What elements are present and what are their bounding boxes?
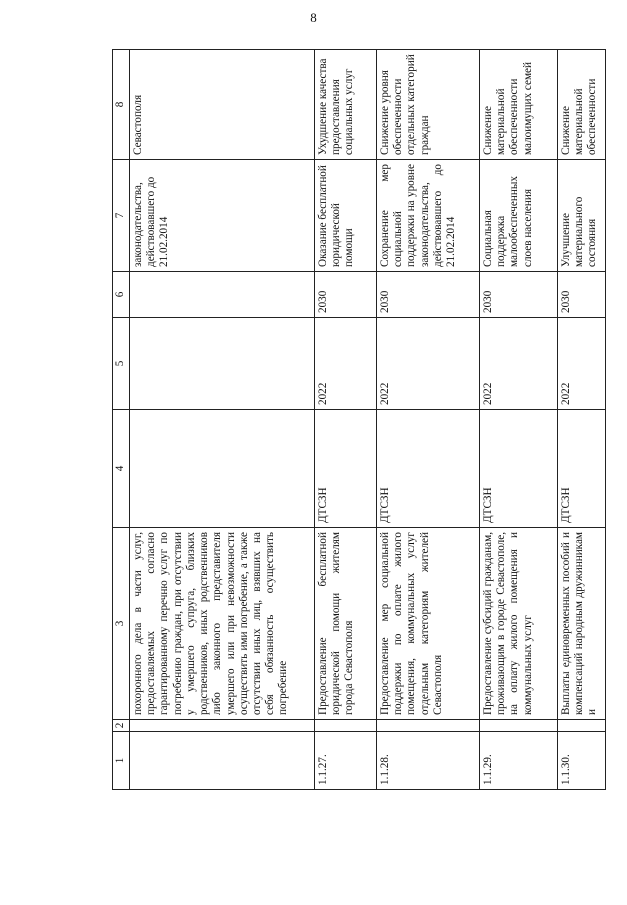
expected-result: Сохранение мер социальной поддержки на уровне законодательства, действовавшего до 21.02.2014 — [377, 160, 480, 272]
col-header: 3 — [113, 528, 130, 720]
table-row — [377, 50, 480, 790]
consequences: Снижение материальной обеспеченности малоимущих семей — [480, 50, 558, 160]
page-number: 8 — [310, 10, 317, 25]
consequences: Севастополя — [130, 50, 315, 160]
executor — [130, 410, 315, 528]
start-year: 2022 — [377, 318, 480, 410]
end-year — [130, 272, 315, 318]
rotated-table-container — [112, 50, 605, 790]
executor: ДТСЗН — [315, 410, 377, 528]
expected-result: Социальная поддержка малообеспеченных слоев населения — [480, 160, 558, 272]
executor: ДТСЗН — [480, 410, 558, 528]
measure-description: Предоставление мер социальной поддержки по оплате жилого помещения, коммунальных услуг отдельным категориям жителей Севастополя — [377, 528, 480, 720]
empty-cell — [130, 720, 315, 732]
col-header: 5 — [113, 318, 130, 410]
item-number: 1.1.29. — [480, 732, 558, 790]
table-row — [558, 50, 606, 790]
measure-description: Предоставление бесплатной юридической помощи жителям города Севастополя — [315, 528, 377, 720]
col-header: 2 — [113, 720, 130, 732]
consequences: Ухудшение качества предоставления социальных услуг — [315, 50, 377, 160]
empty-cell — [377, 720, 480, 732]
measures-table — [112, 49, 606, 790]
empty-cell — [558, 720, 606, 732]
empty-cell — [480, 720, 558, 732]
col-header: 8 — [113, 50, 130, 160]
col-header: 6 — [113, 272, 130, 318]
table-row — [480, 50, 558, 790]
expected-result: законодательства, действовавшего до 21.02.2014 — [130, 160, 315, 272]
consequences: Снижение уровня обеспеченности отдельных категорий граждан — [377, 50, 480, 160]
start-year — [130, 318, 315, 410]
col-header: 7 — [113, 160, 130, 272]
measure-description: Предоставление субсидий гражданам, проживающим в городе Севастополе, на оплату жилого помещения и коммунальных услуг — [480, 528, 558, 720]
expected-result: Оказание бесплатной юридической помощи — [315, 160, 377, 272]
executor: ДТСЗН — [558, 410, 606, 528]
expected-result: Улучшение материального состояния — [558, 160, 606, 272]
table-row — [315, 50, 377, 790]
item-number: 1.1.27. — [315, 732, 377, 790]
end-year: 2030 — [377, 272, 480, 318]
start-year: 2022 — [315, 318, 377, 410]
measure-description: похоронного дела в части услуг, предоставляемых согласно гарантированному перечню услуг по погребению граждан, при отсутствии у умершего супруга, близких родственников, иных родственников либо законного представителя умершего или при невозможности осуществить ими погребение, а также отсутствии иных лиц, взявших на себя обязанность осуществить погребение — [130, 528, 315, 720]
table-row — [130, 50, 315, 790]
start-year: 2022 — [480, 318, 558, 410]
item-number: 1.1.28. — [377, 732, 480, 790]
executor: ДТСЗН — [377, 410, 480, 528]
item-number: 1.1.30. — [558, 732, 606, 790]
consequences: Снижение материальной обеспеченности — [558, 50, 606, 160]
end-year: 2030 — [315, 272, 377, 318]
end-year: 2030 — [480, 272, 558, 318]
start-year: 2022 — [558, 318, 606, 410]
end-year: 2030 — [558, 272, 606, 318]
item-number — [130, 732, 315, 790]
col-header: 4 — [113, 410, 130, 528]
col-header: 1 — [113, 732, 130, 790]
measure-description: Выплаты единовременных пособий и компенсаций народным дружинникам и — [558, 528, 606, 720]
empty-cell — [315, 720, 377, 732]
header-row — [113, 50, 130, 790]
